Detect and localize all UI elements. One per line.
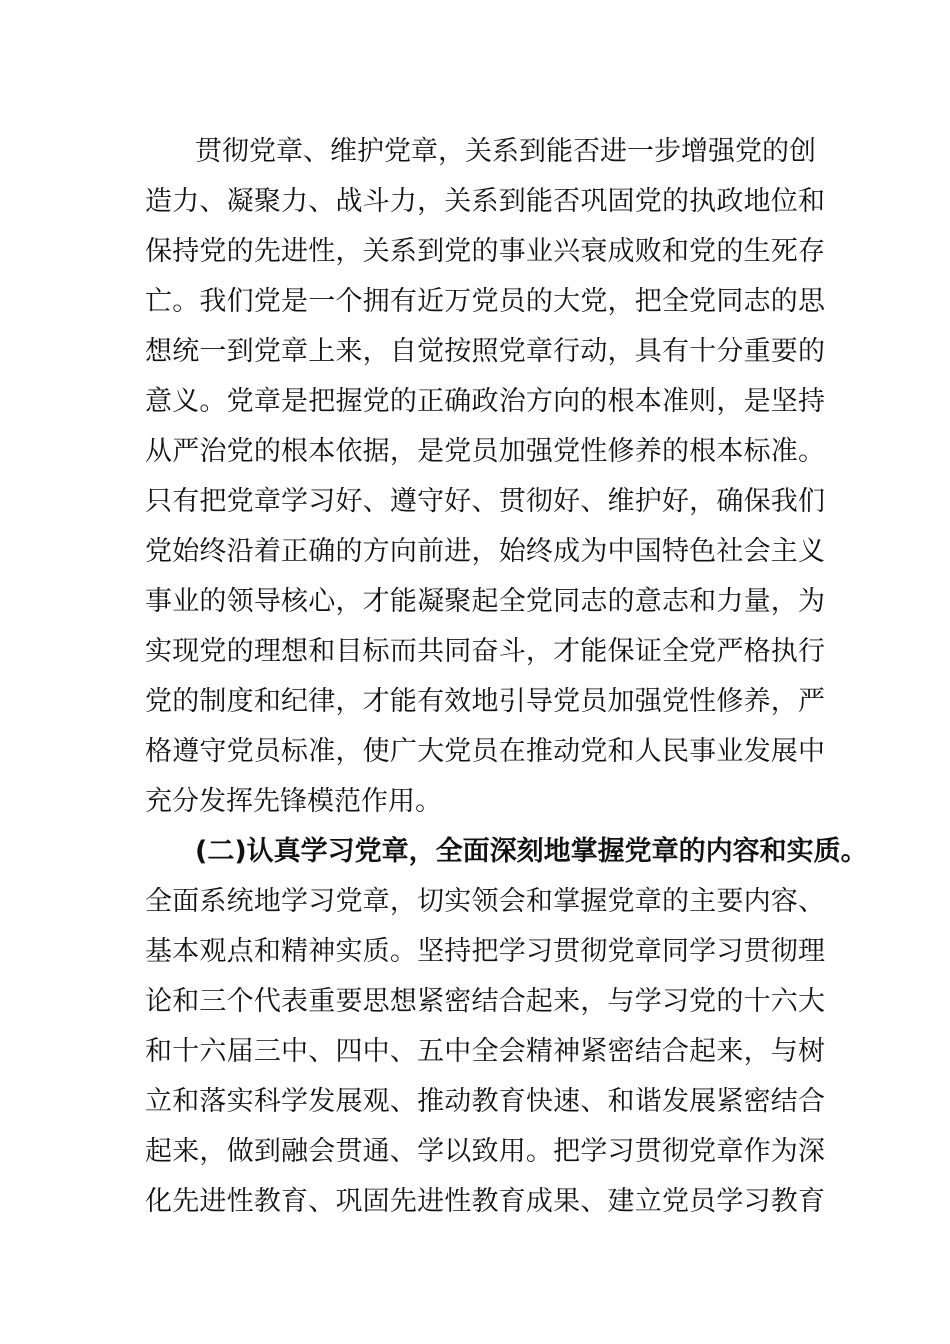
paragraph-1-line-1: 贯彻党章、维护党章，关系到能否进一步增强党的创 <box>195 136 816 167</box>
paragraph-1-line-10: 事业的领导核心，才能凝聚起全党同志的意志和力量，为 <box>145 586 825 617</box>
paragraph-2-line-5: 立和落实科学发展观、推动教育快速、和谐发展紧密结合 <box>145 1086 825 1117</box>
paragraph-1-line-9: 党始终沿着正确的方向前进，始终成为中国特色社会主义 <box>145 536 825 567</box>
paragraph-2-line-6: 起来，做到融会贯通、学以致用。把学习贯彻党章作为深 <box>145 1136 825 1167</box>
paragraph-1-line-7: 从严治党的根本依据，是党员加强党性修养的根本标准。 <box>145 436 825 467</box>
paragraph-2-line-2: 基本观点和精神实质。坚持把学习贯彻党章同学习贯彻理 <box>145 936 825 967</box>
paragraph-1-line-4: 亡。我们党是一个拥有近万党员的大党，把全党同志的思 <box>145 286 825 317</box>
paragraph-1-line-14: 充分发挥先锋模范作用。 <box>145 786 442 817</box>
paragraph-2-line-3: 论和三个代表重要思想紧密结合起来，与学习党的十六大 <box>145 986 825 1017</box>
paragraph-1-line-6: 意义。党章是把握党的正确政治方向的根本准则，是坚持 <box>145 386 825 417</box>
paragraph-1-line-11: 实现党的理想和目标而共同奋斗，才能保证全党严格执行 <box>145 636 825 667</box>
paragraph-1-line-8: 只有把党章学习好、遵守好、贯彻好、维护好，确保我们 <box>145 486 825 517</box>
paragraph-2-line-1: 全面系统地学习党章，切实领会和掌握党章的主要内容、 <box>145 886 825 917</box>
paragraph-2-line-4: 和十六届三中、四中、五中全会精神紧密结合起来，与树 <box>145 1036 825 1067</box>
paragraph-2-line-7: 化先进性教育、巩固先进性教育成果、建立党员学习教育 <box>145 1186 825 1217</box>
paragraph-1-line-2: 造力、凝聚力、战斗力，关系到能否巩固党的执政地位和 <box>145 186 825 217</box>
section-heading-2: (二)认真学习党章，全面深刻地掌握党章的内容和实质。 <box>195 836 868 867</box>
paragraph-1-line-3: 保持党的先进性，关系到党的事业兴衰成败和党的生死存 <box>145 236 825 267</box>
paragraph-1-line-12: 党的制度和纪律，才能有效地引导党员加强党性修养，严 <box>145 686 825 717</box>
paragraph-1-line-5: 想统一到党章上来，自觉按照党章行动，具有十分重要的 <box>145 336 825 367</box>
paragraph-1-line-13: 格遵守党员标准，使广大党员在推动党和人民事业发展中 <box>145 736 825 767</box>
